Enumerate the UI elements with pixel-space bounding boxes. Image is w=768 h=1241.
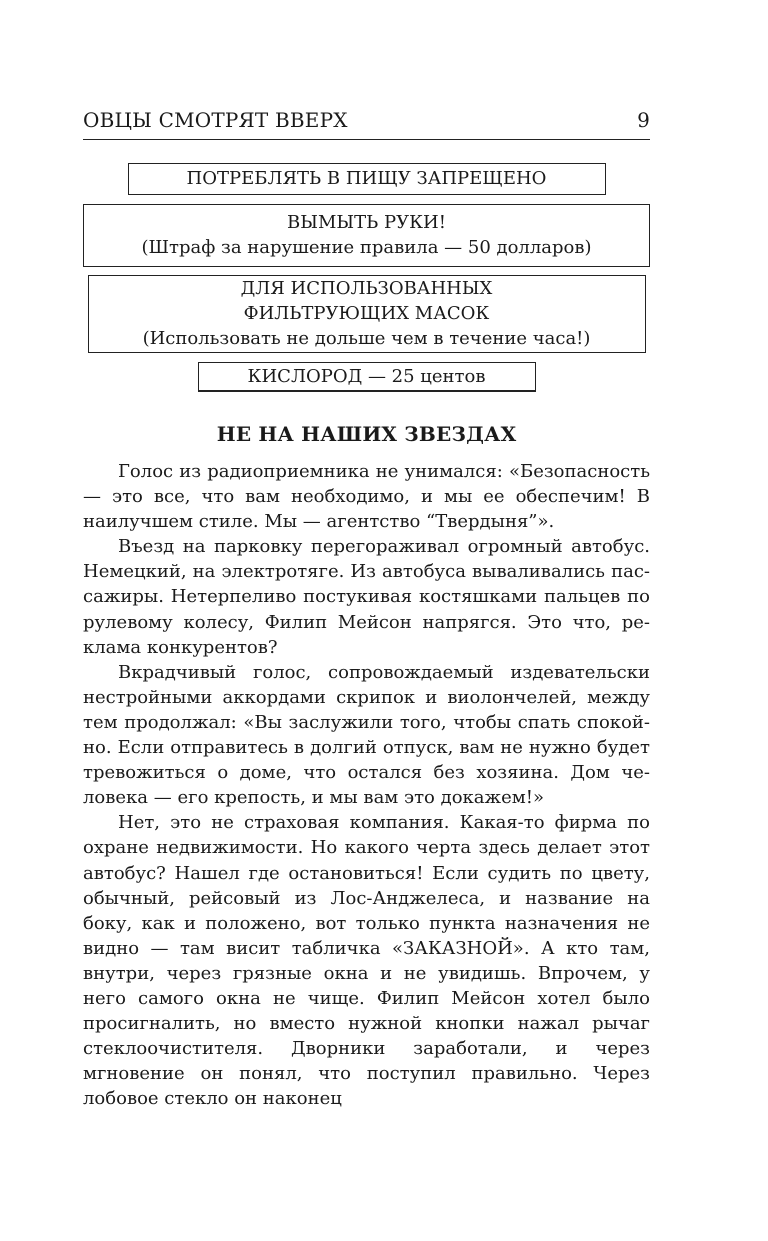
body-text — [83, 459, 650, 1111]
sign-used-masks — [88, 275, 646, 353]
sign-line: ВЫМЫТЬ РУКИ! — [287, 212, 446, 233]
paragraph: Голос из радиоприемника не унимался: «Безопасность — это все, что вам необходимо, и мы ее обеспечим! В наилучшем стиле. Мы — агентство “Твердыня”». — [83, 461, 650, 533]
paragraph: Нет, это не страховая компания. Какая-то фирма по охране недвижимости. Но какого черта здесь делает этот автобус? Нашел где остановиться! Если судить по цвету, обычный, рейсовый из Лос-Анджелеса, и название на боку, как и положено, вот только пункта назначения не видно — там висит табличка «ЗАКАЗНОЙ». А кто там, внутри, через грязные окна и не увидишь. Впрочем, у него самого окна не чище. Филип Мейсон хотел было просигналить, но вместо нужной кнопки нажал рычаг стеклоочистителя. Дворники заработали, и через мгновение он понял, что поступил правильно. Через лобовое стекло он наконец — [83, 812, 650, 1110]
sign-line: (Использовать не дольше чем в течение часа!) — [142, 328, 591, 349]
sign-line: (Штраф за нарушение правила — 50 долларов) — [141, 237, 592, 258]
book-page — [83, 108, 650, 1111]
book-title: ОВЦЫ СМОТРЯТ ВВЕРХ — [83, 108, 348, 132]
sign-line: ДЛЯ ИСПОЛЬЗОВАННЫХ — [240, 278, 493, 299]
running-head — [83, 108, 650, 140]
sign-wash-hands — [83, 204, 650, 267]
sign-line: КИСЛОРОД — 25 центов — [247, 366, 486, 387]
chapter-title: НЕ НА НАШИХ ЗВЕЗДАХ — [216, 422, 517, 446]
paragraph: Вкрадчивый голос, сопровождаемый издевательски нестройными аккордами скрипок и виолончелей, между тем продолжал: «Вы заслужили того, чтобы спать спокойно. Если отправитесь в долгий отпуск, вам не нужно будет тревожиться о доме, что остался без хозяина. Дом человека — его крепость, и мы вам это докажем!» — [83, 661, 650, 809]
sign-no-eating — [128, 163, 606, 195]
sign-oxygen — [198, 362, 536, 392]
paragraph: Въезд на парковку перегораживал огромный автобус. Немецкий, на электротяге. Из автобуса вываливались пассажиры. Нетерпеливо постукивая костяшками пальцев по рулевому колесу, Филип Мейсон напрягся. Это что, реклама конкурентов? — [83, 536, 650, 658]
sign-line: ФИЛЬТРУЮЩИХ МАСОК — [243, 303, 490, 324]
sign-line: ПОТРЕБЛЯТЬ В ПИЩУ ЗАПРЕЩЕНО — [186, 168, 547, 189]
page-number: 9 — [637, 108, 650, 132]
